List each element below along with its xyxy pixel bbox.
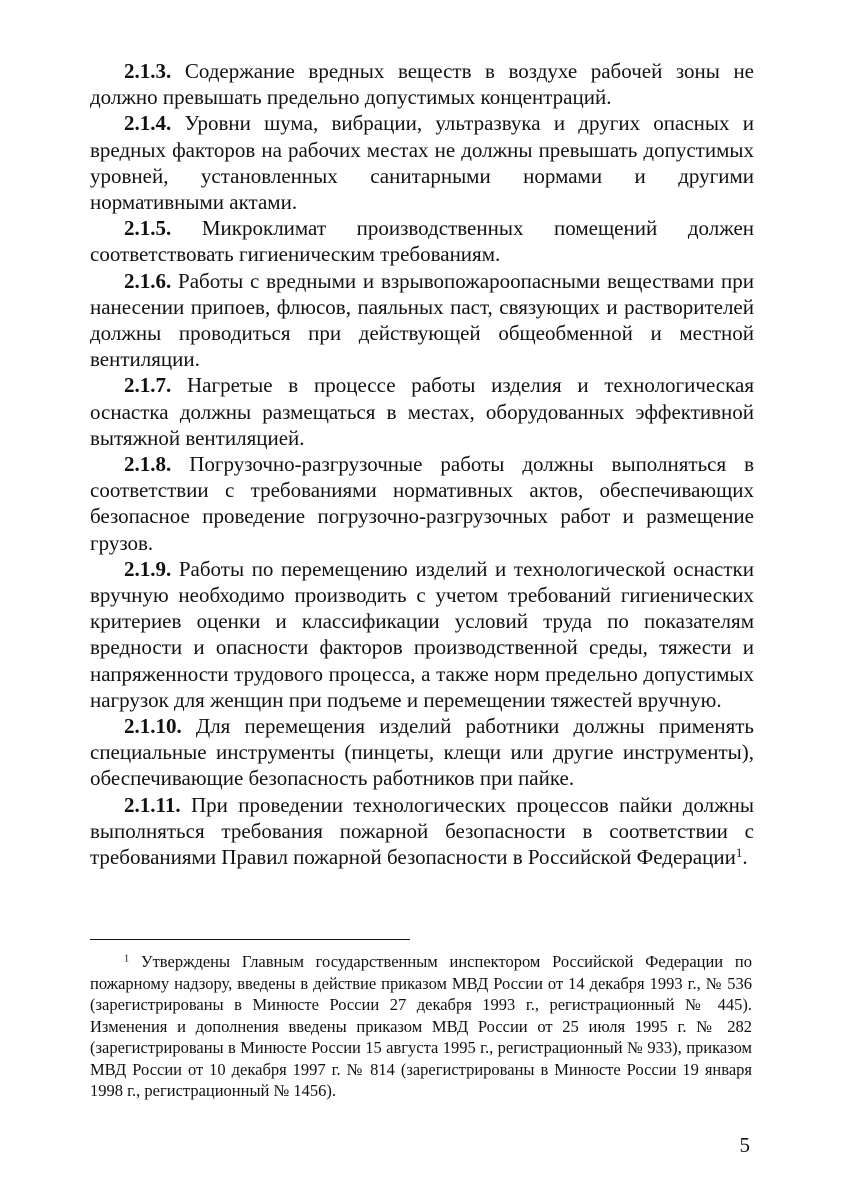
clause-number: 2.1.11. [124,792,181,817]
clause-number: 2.1.5. [124,216,172,241]
clause-end-punctuation: . [742,845,748,870]
footnote [90,951,752,1102]
clause-number: 2.1.10. [124,714,182,739]
footnote-reference: 1 [735,844,743,860]
clause-text: Работы с вредными и взрывопожароопасными веществами при нанесении припоев, флюсов, паяльных паст, связующих и растворителей должны проводиться при действующей общеобменной и местной вентиляции. [90,268,755,372]
clause-text: Содержание вредных веществ в воздухе рабочей зоны не должно превышать предельно допустимых концентраций. [90,59,754,110]
footnote-divider [90,939,410,940]
clause-text: При проведении технологических процессов пайки должны выполняться требования пожарной безопасности в соответствии с требованиями Правил пожарной безопасности в Российской Федерации [90,792,754,870]
paragraph-2-1-9 [90,556,754,713]
clause-text: Работы по перемещению изделий и технологической оснастки вручную необходимо производить с учетом требований гигиенических критериев оценки и классификации условий труда по показателям вредности и опасности факторов производственной среды, тяжести и напряженности трудового процесса, а также норм предельно допустимых нагрузок для женщин при подъеме и перемещении тяжестей вручную. [90,556,755,712]
clause-text: Погрузочно-разгрузочные работы должны выполняться в соответствии с требованиями нормативных актов, обеспечивающих безопасное проведение погрузочно-разгрузочных работ и размещение грузов. [90,452,754,555]
clause-text: Для перемещения изделий работники должны применять специальные инструменты (пинцеты, клещи или другие инструменты), обеспечивающие безопасность работников при пайке. [90,714,754,791]
paragraph-2-1-6 [90,268,754,373]
clause-number: 2.1.9. [124,556,172,581]
page-number: 5 [739,1133,750,1157]
footnote-marker: 1 [124,953,130,965]
paragraph-2-1-8 [90,451,754,556]
paragraph-2-1-7 [90,372,754,451]
footnote-text: Утверждены Главным государственным инспектором Российской Федерации по пожарному надзору, введены в действие приказом МВД России от 14 декабря 1993 г., № 536 (зарегистрированы в Минюсте России 27 декабря 1993 г., регистрационный № 445). Изменения и дополнения введены приказом МВД России от 25 июля 1995 г. № 282 (зарегистрированы в Минюсте России 15 августа 1995 г., регистрационный № 933), приказом МВД России от 10 декабря 1997 г. № 814 (зарегистрированы в Минюсте России 19 января 1998 г., регистрационный № 1456). [90,952,753,1100]
paragraph-2-1-4 [90,110,754,215]
paragraph-2-1-5 [90,215,754,267]
paragraph-2-1-3 [90,58,754,110]
clause-number: 2.1.6. [124,268,172,293]
clause-number: 2.1.3. [124,59,172,83]
main-text [90,58,754,870]
clause-text: Уровни шума, вибрации, ультразвука и других опасных и вредных факторов на рабочих местах не должны превышать допустимых уровней, установленных санитарными нормами и другими нормативными актами. [90,111,754,215]
clause-number: 2.1.7. [124,373,172,398]
clause-number: 2.1.8. [124,452,172,477]
clause-text: Микроклимат производственных помещений должен соответствовать гигиеническим требованиям. [90,216,755,267]
clause-text: Нагретые в процессе работы изделия и технологическая оснастка должны размещаться в местах, оборудованных эффективной вытяжной вентиляцией. [90,373,754,450]
paragraph-2-1-10 [90,713,754,792]
clause-number: 2.1.4. [124,111,172,136]
paragraph-2-1-11 [90,792,754,871]
